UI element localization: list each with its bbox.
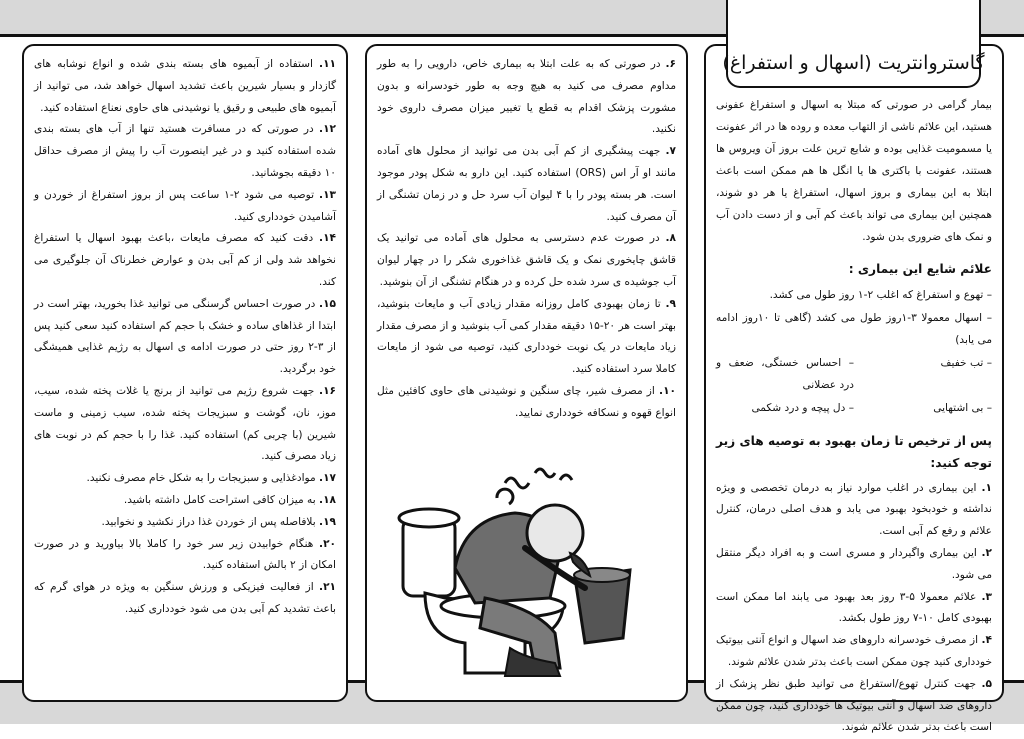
- left-column-panel: [22, 44, 348, 702]
- list-item: ۲. این بیماری واگیردار و مسری است و به افراد دیگر منتقل می شود.: [716, 546, 992, 581]
- toilet-tank: [403, 518, 455, 596]
- stink-lines: [505, 469, 572, 488]
- symptoms-list: [716, 284, 992, 420]
- list-item: ۱. این بیماری در اغلب موارد نیاز به درمان تخصصی و ویژه نداشته و خودبخود بهبود می یابد و هدف اصلی درمان، کنترل علائم و رفع کم آبی است.: [716, 481, 992, 538]
- list-item: ۱۲. در صورتی که در مسافرت هستید تنها از آب های بسته بندی شده استفاده کنید و در غیر اینصورت آب را پیش از مصرف حداقل ۱۰ دقیقه بجوشانید.: [34, 123, 336, 179]
- list-item: ۱۷. موادغذایی و سبزیجات را به شکل خام مصرف نکنید.: [86, 472, 336, 485]
- symptom-item: – تهوع و استفراغ که اغلب ۲-۱ روز طول می کشد.: [769, 289, 992, 301]
- list-item: ۸. در صورت عدم دسترسی به محلول های آماده می توانید یک قاشق چایخوری نمک و یک قاشق غذاخوری شکر را در چهار لیوان آب جوشیده ی سرد شده حل کرده و در هنگام تشنگی از آن بنوشید.: [377, 232, 676, 288]
- symptom-item: – اسهال معمولا ۳-۱روز طول می کشد (گاهی تا ۱۰روز ادامه می یابد): [716, 311, 992, 347]
- list-item: ۱۸. به میزان کافی استراحت کامل داشته باشید.: [123, 493, 336, 506]
- list-item: ۵. جهت کنترل تهوع/استفراغ می توانید طبق نظر پزشک از داروهای ضد اسهال و آنتی بیوتیک ها خودداری کنید، چون ممکن است باعث بدتر شدن علائم شوند.: [716, 677, 992, 734]
- symptom-item-pair: [716, 352, 992, 397]
- symptom-fever: – تب خفیف: [940, 356, 992, 369]
- list-item: ۲۰. هنگام خوابیدن زیر سر خود را کاملا بالا بیاورید و در صورت امکان از ۲ بالش استفاده کنید.: [34, 537, 336, 572]
- list-item: ۱۶. جهت شروع رژیم می توانید از برنج یا غلات پخته شده، سیب، موز، نان، گوشت و سبزیجات پخته شده، سیب زمینی و ماست شیرین (با چربی کم) استفاده کنید. غذا را با حجم کم در نوبت های زیاد مصرف کنید.: [34, 384, 336, 463]
- list-item: ۹. تا زمان بهبودی کامل روزانه مقدار زیادی آب و مایعات بنوشید، بهتر است هر ۲۰-۱۵ دقیقه مقدار کمی آب بنوشید و از مصرف مقدار زیاد مایعات در یک نوبت خودداری کنید، توصیه می شود از مایعات کاملا سرد استفاده کنید.: [377, 297, 676, 376]
- list-item: ۲۱. از فعالیت فیزیکی و ورزش سنگین به ویژه در هوای گرم که باعث تشدید کم آبی بدن می شود خودداری کنید.: [34, 581, 336, 615]
- list-item: ۳. علائم معمولا ۵-۳ روز بعد بهبود می یابند اما ممکن است بهبودی کامل ۱۰-۷ روز طول بکشد.: [716, 590, 993, 625]
- symptoms-heading: علائم شایع این بیماری :: [848, 262, 992, 276]
- symptom-cramps: – دل پیچه و درد شکمی: [751, 401, 854, 414]
- list-item: ۱۹. بلافاصله پس از خوردن غذا دراز نکشید و نخوابید.: [101, 515, 336, 528]
- right-column-panel: [704, 44, 1004, 734]
- list-item: ۴. از مصرف خودسرانه داروهای ضد اسهال و انواع آنتی بیوتیک خودداری کنید چون ممکن است باعث بدتر شدن علائم شوند.: [716, 634, 992, 668]
- symptom-anorexia: – بی اشتهایی: [933, 401, 992, 414]
- title-tab: [722, 0, 985, 88]
- swirl-mark: [497, 489, 513, 504]
- symptom-fatigue: – احساس خستگی، ضعف و درد عضلانی: [716, 356, 854, 392]
- list-item: ۱۳. توصیه می شود ۲-۱ ساعت پس از بروز استفراغ از خوردن و آشامیدن خودداری کنید.: [34, 188, 336, 223]
- list-item: ۷. جهت پیشگیری از کم آبی بدن می توانید از محلول های آماده مانند او آر اس (ORS) استفاده کنید. این دارو به شکل پودر موجود است. هر بسته پودر را با ۴ لیوان آب سرد حل و در زمان تشنگی از آن مصرف کنید.: [377, 145, 676, 223]
- intro-paragraph: بیمار گرامی در صورتی که مبتلا به اسهال و استفراغ عفونی هستید، این علائم ناشی از التهاب معده و روده ها در اثر عفونت یا مسمومیت غذایی بوده و شایع ترین علت بروز آن ویروس ها هستند، عفونت با باکتری ها یا انگل ها هم ممکن است باعث ابتلا به این بیماری و بروز اسهال، استفراغ یا هر دو شوند، همچنین این بیماری می تواند باعث کم آبی و از دست دادن آب و نمک های ضروری بدن شود.: [716, 99, 992, 243]
- list-item: ۶. در صورتی که به علت ابتلا به بیماری خاص، دارویی را به طور مداوم مصرف می کنید به هیچ وجه به طور خودسرانه و بدون مشورت پزشک اقدام به قطع یا تغییر میزان مصرف داروی خود نکنید.: [377, 58, 676, 136]
- tips-heading: پس از ترخیص تا زمان بهبود به توصیه های زیر توجه کنید:: [716, 433, 992, 470]
- list-item: ۱۱. استفاده از آبمیوه های بسته بندی شده و انواع نوشابه های گازدار و بسیار شیرین باعث تشدید اسهال خواهد شد، می توانید از آبمیوه های طبیعی و رقیق یا نوشیدنی های حاوی نعناع استفاده کنید.: [34, 58, 336, 114]
- list-item: ۱۴. دقت کنید که مصرف مایعات ،باعث بهبود اسهال یا استفراغ نخواهد شد ولی از کم آبی بدن و عوارض خطرناک آن جلوگیری می کند.: [34, 232, 336, 288]
- symptom-item-pair: [716, 397, 992, 420]
- page-title: گاستروانتریت (اسهال و استفراغ): [722, 52, 985, 74]
- list-item: ۱۵. در صورت احساس گرسنگی می توانید غذا بخورید، بهتر است در ابتدا از غذاهای ساده و خشک با حجم کم استفاده کنید سعی کنید پس از ۳-۲ روز حتی در صورت ادامه ی اسهال به رژیم غذایی همیشگی خود برگردید.: [34, 297, 336, 376]
- sick-person-illustration: [385, 458, 650, 680]
- list-item: ۱۰. از مصرف شیر، چای سنگین و نوشیدنی های حاوی کافئین مثل انواع قهوه و نسکافه خودداری نمایید.: [377, 384, 676, 419]
- toilet-lid-top: [399, 509, 459, 527]
